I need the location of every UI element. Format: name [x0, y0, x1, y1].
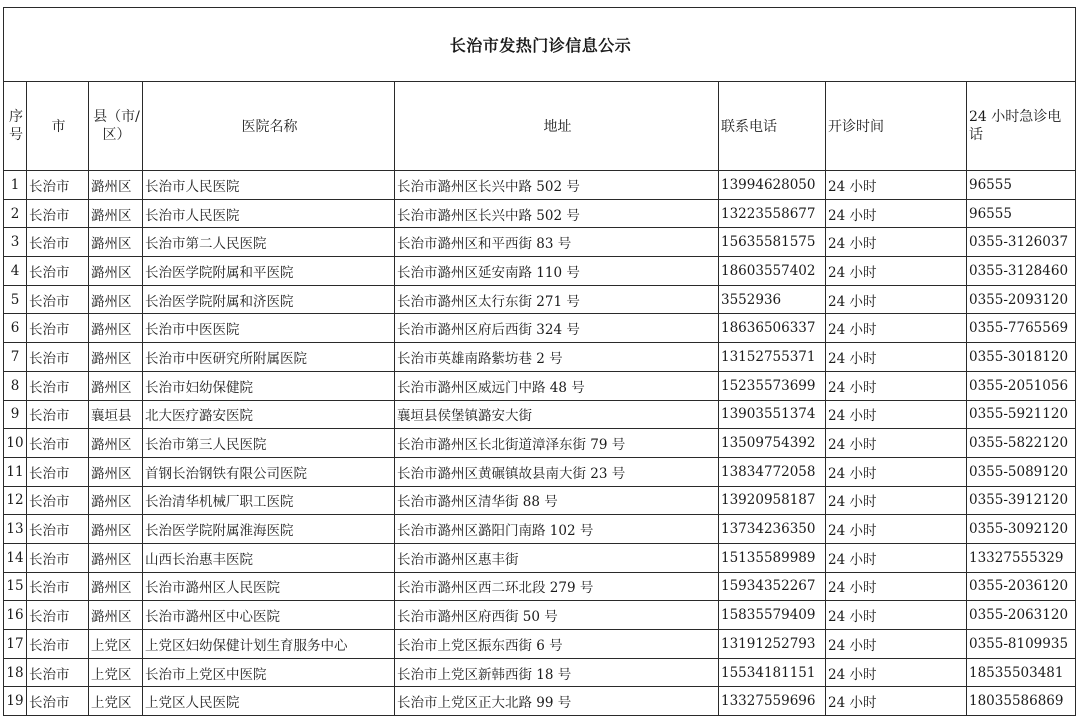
emergency-phone-cell: 0355-3018120	[967, 343, 1076, 372]
county-cell: 潞州区	[89, 285, 143, 314]
seq-cell: 18	[4, 658, 27, 687]
phone-cell: 13994628050	[719, 171, 826, 200]
county-cell: 潞州区	[89, 429, 143, 458]
city-cell: 长治市	[27, 343, 89, 372]
seq-cell: 1	[4, 171, 27, 200]
hours-cell: 24 小时	[826, 314, 967, 343]
table-body	[4, 171, 1076, 716]
phone-cell: 13834772058	[719, 457, 826, 486]
address-cell: 襄垣县侯堡镇潞安大街	[395, 400, 719, 429]
city-cell: 长治市	[27, 429, 89, 458]
phone-cell: 15934352267	[719, 572, 826, 601]
city-cell: 长治市	[27, 228, 89, 257]
seq-cell: 8	[4, 371, 27, 400]
city-cell: 长治市	[27, 515, 89, 544]
hospital-name-cell: 上党区人民医院	[143, 687, 395, 716]
hours-cell: 24 小时	[826, 658, 967, 687]
hospital-name-cell: 长治市第二人民医院	[143, 228, 395, 257]
table-row	[4, 199, 1076, 228]
emergency-phone-cell: 13327555329	[967, 543, 1076, 572]
county-cell: 襄垣县	[89, 400, 143, 429]
table-row	[4, 457, 1076, 486]
phone-cell: 13327559696	[719, 687, 826, 716]
seq-cell: 11	[4, 457, 27, 486]
hospital-name-cell: 山西长治惠丰医院	[143, 543, 395, 572]
hours-cell: 24 小时	[826, 171, 967, 200]
hours-cell: 24 小时	[826, 400, 967, 429]
emergency-phone-cell: 0355-3128460	[967, 257, 1076, 286]
city-cell: 长治市	[27, 543, 89, 572]
hospital-name-cell: 长治市潞州区人民医院	[143, 572, 395, 601]
city-cell: 长治市	[27, 601, 89, 630]
header-address: 地址	[395, 82, 719, 171]
hours-cell: 24 小时	[826, 343, 967, 372]
hospital-name-cell: 长治医学院附属和平医院	[143, 257, 395, 286]
hours-cell: 24 小时	[826, 429, 967, 458]
hours-cell: 24 小时	[826, 285, 967, 314]
phone-cell: 15235573699	[719, 371, 826, 400]
county-cell: 上党区	[89, 687, 143, 716]
address-cell: 长治市潞州区潞阳门南路 102 号	[395, 515, 719, 544]
page-title: 长治市发热门诊信息公示	[4, 8, 1076, 82]
emergency-phone-cell: 18535503481	[967, 658, 1076, 687]
phone-cell: 13920958187	[719, 486, 826, 515]
table-row	[4, 601, 1076, 630]
address-cell: 长治市潞州区府后西街 324 号	[395, 314, 719, 343]
city-cell: 长治市	[27, 257, 89, 286]
city-cell: 长治市	[27, 486, 89, 515]
phone-cell: 3552936	[719, 285, 826, 314]
header-hours: 开诊时间	[826, 82, 967, 171]
seq-cell: 10	[4, 429, 27, 458]
seq-cell: 6	[4, 314, 27, 343]
emergency-phone-cell: 0355-2036120	[967, 572, 1076, 601]
seq-cell: 16	[4, 601, 27, 630]
phone-cell: 15534181151	[719, 658, 826, 687]
emergency-phone-cell: 96555	[967, 171, 1076, 200]
hours-cell: 24 小时	[826, 572, 967, 601]
county-cell: 潞州区	[89, 515, 143, 544]
hours-cell: 24 小时	[826, 371, 967, 400]
table-row	[4, 543, 1076, 572]
phone-cell: 13152755371	[719, 343, 826, 372]
emergency-phone-cell: 0355-7765569	[967, 314, 1076, 343]
table-row	[4, 429, 1076, 458]
phone-cell: 18603557402	[719, 257, 826, 286]
county-cell: 潞州区	[89, 199, 143, 228]
emergency-phone-cell: 0355-2051056	[967, 371, 1076, 400]
hours-cell: 24 小时	[826, 601, 967, 630]
hospital-name-cell: 上党区妇幼保健计划生育服务中心	[143, 630, 395, 659]
city-cell: 长治市	[27, 285, 89, 314]
hospital-name-cell: 长治市人民医院	[143, 199, 395, 228]
address-cell: 长治市潞州区惠丰街	[395, 543, 719, 572]
address-cell: 长治市潞州区黄碾镇故县南大街 23 号	[395, 457, 719, 486]
emergency-phone-cell: 96555	[967, 199, 1076, 228]
address-cell: 长治市潞州区长兴中路 502 号	[395, 199, 719, 228]
emergency-phone-cell: 0355-5921120	[967, 400, 1076, 429]
hospital-name-cell: 长治市潞州区中心医院	[143, 601, 395, 630]
hospital-name-cell: 长治医学院附属和济医院	[143, 285, 395, 314]
hospital-name-cell: 首钢长治钢铁有限公司医院	[143, 457, 395, 486]
hospital-name-cell: 长治清华机械厂职工医院	[143, 486, 395, 515]
emergency-phone-cell: 0355-3126037	[967, 228, 1076, 257]
hours-cell: 24 小时	[826, 257, 967, 286]
address-cell: 长治市潞州区府西街 50 号	[395, 601, 719, 630]
phone-cell: 15635581575	[719, 228, 826, 257]
phone-cell: 13191252793	[719, 630, 826, 659]
seq-cell: 19	[4, 687, 27, 716]
phone-cell: 18636506337	[719, 314, 826, 343]
phone-cell: 13223558677	[719, 199, 826, 228]
hospital-name-cell: 长治市中医医院	[143, 314, 395, 343]
address-cell: 长治市潞州区西二环北段 279 号	[395, 572, 719, 601]
table-row	[4, 630, 1076, 659]
table-row	[4, 486, 1076, 515]
table-row	[4, 285, 1076, 314]
city-cell: 长治市	[27, 687, 89, 716]
seq-cell: 17	[4, 630, 27, 659]
header-row	[4, 82, 1076, 171]
hours-cell: 24 小时	[826, 630, 967, 659]
emergency-phone-cell: 0355-2093120	[967, 285, 1076, 314]
table-row	[4, 314, 1076, 343]
address-cell: 长治市英雄南路紫坊巷 2 号	[395, 343, 719, 372]
table-row	[4, 343, 1076, 372]
table-row	[4, 257, 1076, 286]
county-cell: 潞州区	[89, 343, 143, 372]
header-seq: 序号	[4, 82, 27, 171]
city-cell: 长治市	[27, 400, 89, 429]
emergency-phone-cell: 0355-3092120	[967, 515, 1076, 544]
phone-cell: 13509754392	[719, 429, 826, 458]
seq-cell: 3	[4, 228, 27, 257]
table-row	[4, 572, 1076, 601]
emergency-phone-cell: 18035586869	[967, 687, 1076, 716]
county-cell: 潞州区	[89, 171, 143, 200]
hours-cell: 24 小时	[826, 486, 967, 515]
address-cell: 长治市潞州区延安南路 110 号	[395, 257, 719, 286]
phone-cell: 13903551374	[719, 400, 826, 429]
hospital-name-cell: 北大医疗潞安医院	[143, 400, 395, 429]
header-hospital: 医院名称	[143, 82, 395, 171]
phone-cell: 15135589989	[719, 543, 826, 572]
hospital-name-cell: 长治市中医研究所附属医院	[143, 343, 395, 372]
table-row	[4, 371, 1076, 400]
county-cell: 潞州区	[89, 457, 143, 486]
address-cell: 长治市潞州区长北街道漳泽东街 79 号	[395, 429, 719, 458]
hospital-name-cell: 长治市上党区中医院	[143, 658, 395, 687]
fever-clinic-sheet	[3, 7, 1076, 716]
address-cell: 长治市潞州区清华街 88 号	[395, 486, 719, 515]
hours-cell: 24 小时	[826, 543, 967, 572]
county-cell: 潞州区	[89, 371, 143, 400]
county-cell: 潞州区	[89, 257, 143, 286]
seq-cell: 14	[4, 543, 27, 572]
hours-cell: 24 小时	[826, 515, 967, 544]
county-cell: 潞州区	[89, 314, 143, 343]
seq-cell: 15	[4, 572, 27, 601]
table-row	[4, 400, 1076, 429]
emergency-phone-cell: 0355-8109935	[967, 630, 1076, 659]
table-row	[4, 658, 1076, 687]
seq-cell: 13	[4, 515, 27, 544]
address-cell: 长治市潞州区长兴中路 502 号	[395, 171, 719, 200]
hospital-name-cell: 长治市人民医院	[143, 171, 395, 200]
county-cell: 潞州区	[89, 601, 143, 630]
emergency-phone-cell: 0355-5089120	[967, 457, 1076, 486]
hours-cell: 24 小时	[826, 687, 967, 716]
city-cell: 长治市	[27, 314, 89, 343]
hours-cell: 24 小时	[826, 228, 967, 257]
emergency-phone-cell: 0355-3912120	[967, 486, 1076, 515]
seq-cell: 5	[4, 285, 27, 314]
city-cell: 长治市	[27, 630, 89, 659]
table-row	[4, 171, 1076, 200]
address-cell: 长治市上党区振东西街 6 号	[395, 630, 719, 659]
address-cell: 长治市上党区正大北路 99 号	[395, 687, 719, 716]
seq-cell: 2	[4, 199, 27, 228]
emergency-phone-cell: 0355-5822120	[967, 429, 1076, 458]
city-cell: 长治市	[27, 199, 89, 228]
hospital-name-cell: 长治市妇幼保健院	[143, 371, 395, 400]
seq-cell: 7	[4, 343, 27, 372]
hospital-name-cell: 长治市第三人民医院	[143, 429, 395, 458]
county-cell: 上党区	[89, 658, 143, 687]
table-row	[4, 515, 1076, 544]
city-cell: 长治市	[27, 658, 89, 687]
phone-cell: 13734236350	[719, 515, 826, 544]
city-cell: 长治市	[27, 457, 89, 486]
seq-cell: 9	[4, 400, 27, 429]
city-cell: 长治市	[27, 171, 89, 200]
address-cell: 长治市潞州区威远门中路 48 号	[395, 371, 719, 400]
hours-cell: 24 小时	[826, 457, 967, 486]
city-cell: 长治市	[27, 371, 89, 400]
county-cell: 潞州区	[89, 228, 143, 257]
city-cell: 长治市	[27, 572, 89, 601]
hospital-name-cell: 长治医学院附属淮海医院	[143, 515, 395, 544]
county-cell: 上党区	[89, 630, 143, 659]
table-row	[4, 228, 1076, 257]
address-cell: 长治市潞州区和平西街 83 号	[395, 228, 719, 257]
address-cell: 长治市潞州区太行东街 271 号	[395, 285, 719, 314]
county-cell: 潞州区	[89, 543, 143, 572]
seq-cell: 4	[4, 257, 27, 286]
address-cell: 长治市上党区新韩西街 18 号	[395, 658, 719, 687]
phone-cell: 15835579409	[719, 601, 826, 630]
header-county: 县（市/区）	[89, 82, 143, 171]
table-row	[4, 687, 1076, 716]
header-phone: 联系电话	[719, 82, 826, 171]
seq-cell: 12	[4, 486, 27, 515]
hours-cell: 24 小时	[826, 199, 967, 228]
county-cell: 潞州区	[89, 486, 143, 515]
clinic-table	[3, 7, 1076, 716]
header-emergency: 24 小时急诊电话	[967, 82, 1076, 171]
emergency-phone-cell: 0355-2063120	[967, 601, 1076, 630]
county-cell: 潞州区	[89, 572, 143, 601]
header-city: 市	[27, 82, 89, 171]
